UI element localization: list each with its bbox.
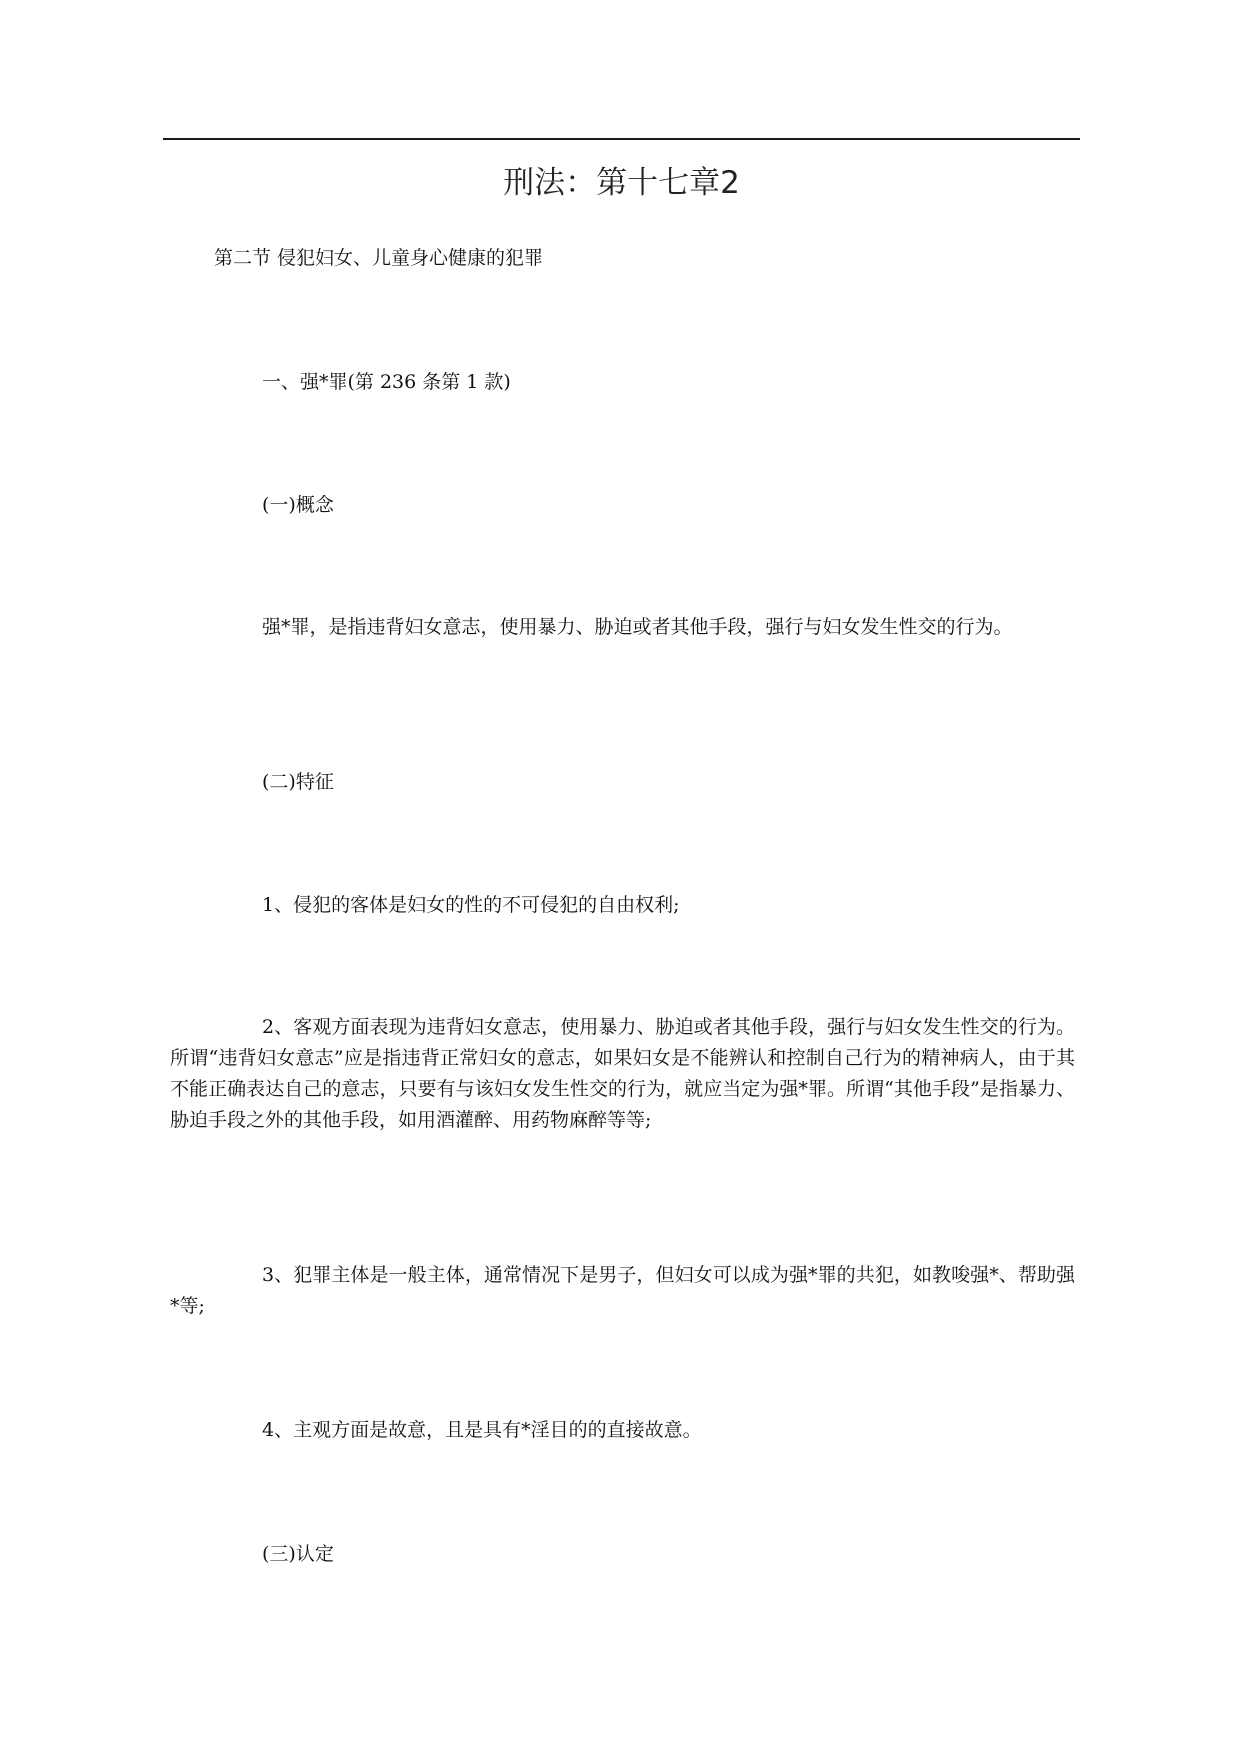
- crime-heading: 一、强*罪(第 236 条第 1 款): [262, 371, 511, 393]
- feature-item-2: 2、客观方面表现为违背妇女意志，使用暴力、胁迫或者其他手段，强行与妇女发生性交的行为。所谓“违背妇女意志”应是指违背正常妇女的意志，如果妇女是不能辨认和控制自己行为的精神病人，由于其不能正确表达自己的意志，只要有与该妇女发生性交的行为，就应当定为强*罪。所谓“其他手段”是指暴力、胁迫手段之外的其他手段，如用酒灌醉、用药物麻醉等等;: [170, 1016, 1075, 1131]
- subheading-concept: (一)概念: [262, 494, 334, 516]
- subheading-determination: (三)认定: [262, 1543, 334, 1565]
- feature-item-1: 1、侵犯的客体是妇女的性的不可侵犯的自由权利;: [262, 894, 680, 916]
- section-heading: 第二节 侵犯妇女、儿童身心健康的犯罪: [214, 247, 544, 269]
- document-title: 刑法：第十七章2: [503, 165, 740, 201]
- feature-item-3: 3、犯罪主体是一般主体，通常情况下是男子，但妇女可以成为强*罪的共犯，如教唆强*、帮助强*等;: [170, 1264, 1075, 1317]
- concept-paragraph: 强*罪，是指违背妇女意志，使用暴力、胁迫或者其他手段，强行与妇女发生性交的行为。: [262, 616, 1013, 638]
- subheading-features: (二)特征: [262, 771, 334, 793]
- feature-item-4: 4、主观方面是故意，且是具有*淫目的的直接故意。: [262, 1419, 702, 1441]
- header-rule: [163, 138, 1080, 140]
